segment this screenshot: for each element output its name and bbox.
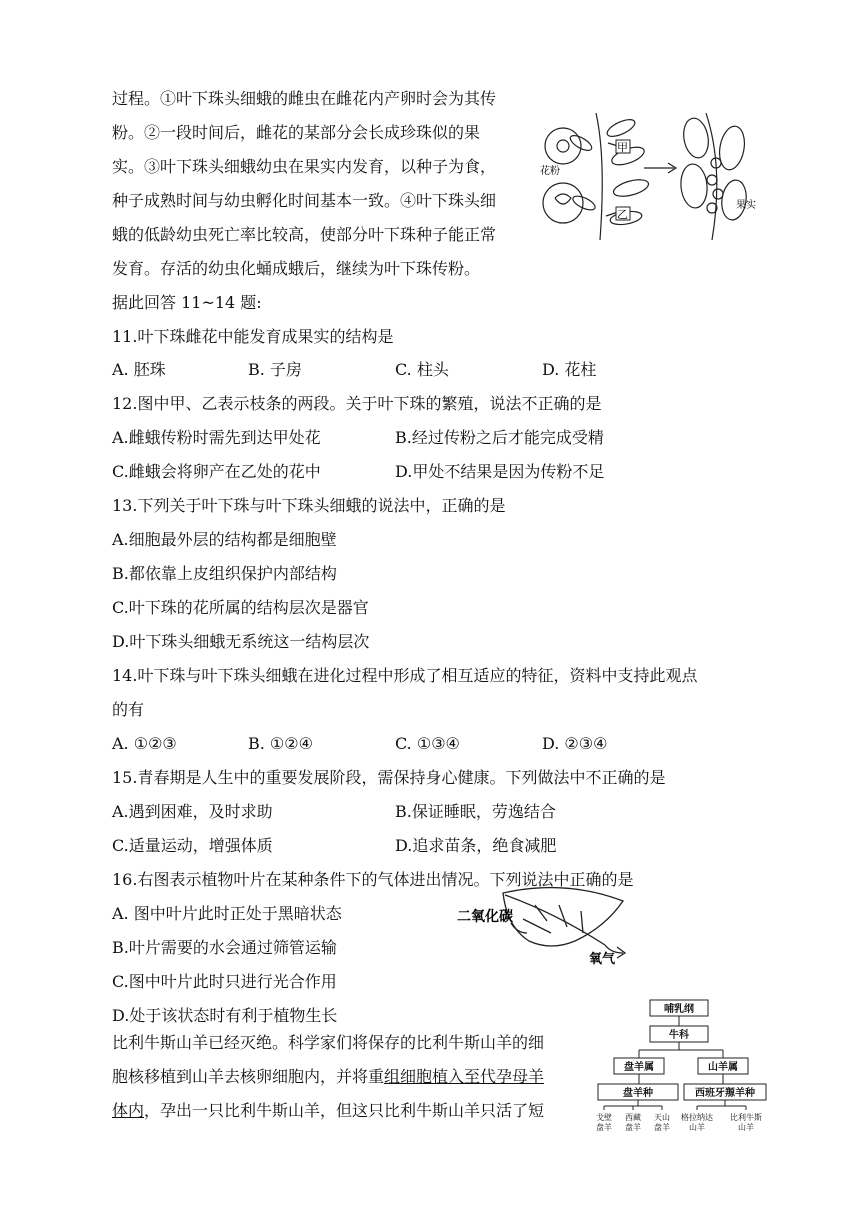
- tree-leaf-2: 西藏盘羊: [625, 1113, 641, 1132]
- tree-class: 哺乳纲: [664, 1004, 694, 1015]
- passage-line-3: 实。③叶下珠头细蛾幼虫在果实内发育，以种子为食，: [112, 157, 497, 176]
- tree-leaves: [596, 1112, 762, 1132]
- q13-option-a: A.细胞最外层的结构都是细胞壁: [112, 530, 337, 549]
- tree-leaf-4: 格拉纳达山羊: [681, 1113, 713, 1132]
- q13-stem: 13.下列关于叶下珠与叶下珠头细蛾的说法中，正确的是: [112, 496, 506, 515]
- tree-genus-2: 山羊属: [708, 1062, 738, 1073]
- q16-option-a: A. 图中叶片此时正处于黑暗状态: [112, 904, 342, 923]
- q15-option-c: C.适量运动，增强体质: [112, 836, 273, 855]
- q14-option-b: B. ①②④: [248, 734, 313, 753]
- classification-tree: [590, 994, 770, 1136]
- fruit-label: 果实: [736, 200, 756, 211]
- q14-option-c: C. ①③④: [395, 734, 460, 753]
- passage2-line-3-text: ，孕出一只比利牛斯山羊，但这只比利牛斯山羊只活了短: [144, 1101, 545, 1120]
- yi-label: 乙: [617, 208, 628, 221]
- passage2-underlined-text: 组细胞植入至代孕母羊: [384, 1067, 545, 1086]
- passage2-line-2-text: 胞核移植到山羊去核卵细胞内，并将重: [112, 1067, 385, 1086]
- q16-option-c: C.图中叶片此时只进行光合作用: [112, 972, 337, 991]
- q14-stem-cont: 的有: [112, 700, 145, 719]
- q12-option-d: D.甲处不结果是因为传粉不足: [395, 462, 605, 481]
- q13-option-b: B.都依靠上皮组织保护内部结构: [112, 564, 337, 583]
- passage2-underlined-text-2: 体内: [112, 1101, 145, 1120]
- passage2-line-1: 比利牛斯山羊已经灭绝。科学家们将保存的比利牛斯山羊的细: [112, 1033, 545, 1052]
- tree-family: 牛科: [669, 1030, 689, 1041]
- passage-line-1: 过程。①叶下珠头细蛾的雌虫在雌花内产卵时会为其传: [112, 89, 497, 108]
- q13-option-d: D.叶下珠头细蛾无系统这一结构层次: [112, 632, 370, 651]
- q11-option-b: B. 子房: [248, 360, 302, 379]
- tree-species-2: 西班牙羱羊种: [695, 1088, 755, 1099]
- q15-option-d: D.追求苗条，绝食减肥: [395, 836, 557, 855]
- q15-stem: 15.青春期是人生中的重要发展阶段，需保持身心健康。下列做法中不正确的是: [112, 768, 666, 787]
- passage-line-2: 粉。②一段时间后，雌花的某部分会长成珍珠似的果: [112, 123, 481, 142]
- q12-option-c: C.雌蛾会将卵产在乙处的花中: [112, 462, 321, 481]
- q15-option-a: A.遇到困难，及时求助: [112, 802, 273, 821]
- passage-line-6: 发育。存活的幼虫化蛹成蛾后，继续为叶下珠传粉。: [112, 259, 481, 278]
- q13-option-c: C.叶下珠的花所属的结构层次是器官: [112, 598, 369, 617]
- passage-line-7: 据此回答 11~14 题:: [112, 293, 262, 312]
- q12-option-b: B.经过传粉之后才能完成受精: [395, 428, 604, 447]
- passage-line-5: 蛾的低龄幼虫死亡率比较高，使部分叶下珠种子能正常: [112, 225, 497, 244]
- o2-label: 氧气: [589, 952, 616, 967]
- q11-option-a: A. 胚珠: [112, 360, 166, 379]
- tree-leaf-3: 天山盘羊: [654, 1113, 670, 1132]
- passage2-line-3: [112, 1101, 544, 1121]
- q16-stem: 16.右图表示植物叶片在某种条件下的气体进出情况。下列说法中正确的是: [112, 870, 634, 889]
- q11-stem: 11.叶下珠雌花中能发育成果实的结构是: [112, 327, 394, 346]
- tree-leaf-5: 比利牛斯山羊: [730, 1113, 762, 1132]
- passage2-line-2: [112, 1067, 544, 1087]
- plant-figure: [536, 108, 756, 246]
- q14-option-d: D. ②③④: [542, 734, 608, 753]
- q15-option-b: B.保证睡眠，劳逸结合: [395, 802, 556, 821]
- q14-stem: 14.叶下珠与叶下珠头细蛾在进化过程中形成了相互适应的特征，资料中支持此观点: [112, 666, 698, 685]
- tree-species-1: 盘羊种: [623, 1088, 653, 1099]
- q16-option-b: B.叶片需要的水会通过筛管运输: [112, 938, 337, 957]
- flower-label: 花粉: [540, 166, 560, 177]
- leaf-figure: [455, 883, 635, 965]
- tree-genus-1: 盘羊属: [624, 1062, 654, 1073]
- q14-option-a: A. ①②③: [112, 734, 177, 753]
- q16-option-d: D.处于该状态时有利于植物生长: [112, 1006, 338, 1025]
- tree-leaf-1: 戈壁盘羊: [596, 1113, 612, 1132]
- q11-option-c: C. 柱头: [395, 360, 449, 379]
- q12-stem: 12.图中甲、乙表示枝条的两段。关于叶下珠的繁殖，说法不正确的是: [112, 394, 602, 413]
- q11-option-d: D. 花柱: [542, 360, 597, 379]
- co2-label: 二氧化碳: [457, 909, 513, 925]
- q12-option-a: A.雌蛾传粉时需先到达甲处花: [112, 428, 321, 447]
- jia-label: 甲: [617, 141, 628, 154]
- passage-line-4: 种子成熟时间与幼虫孵化时间基本一致。④叶下珠头细: [112, 191, 497, 210]
